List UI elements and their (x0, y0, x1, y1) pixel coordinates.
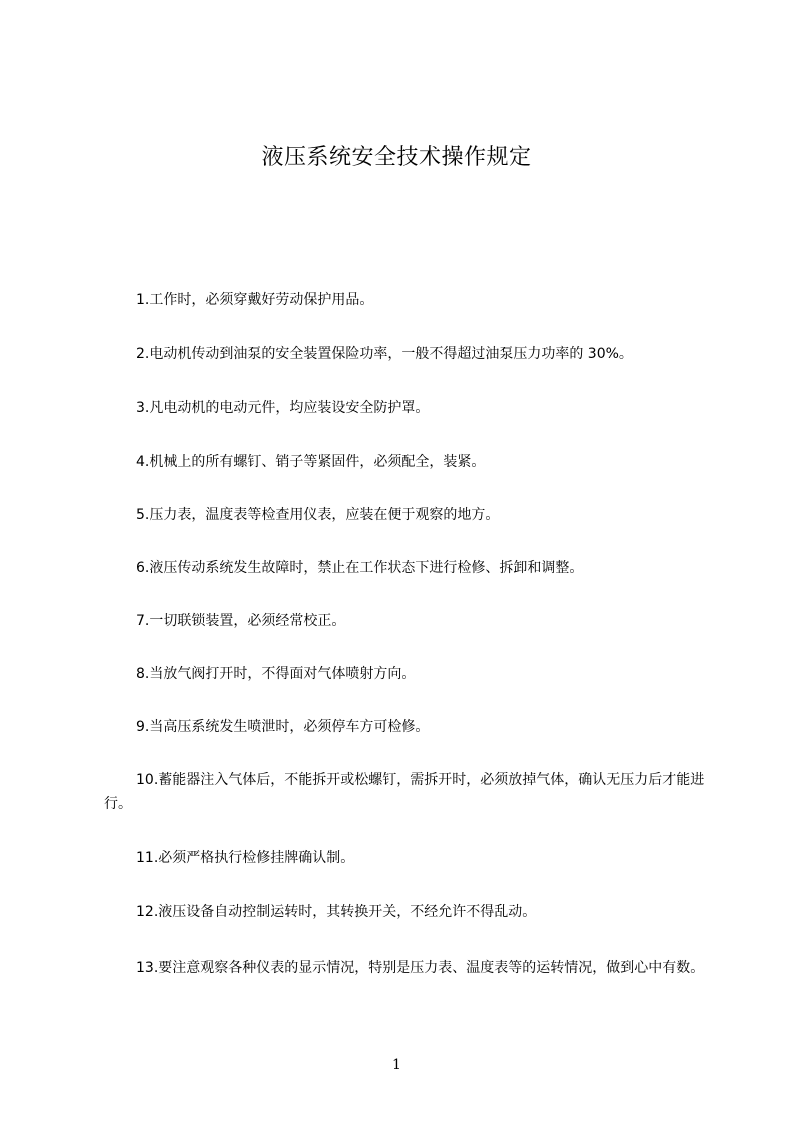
rule-item-12: 12.液压设备自动控制运转时，其转换开关，不经允许不得乱动。 (136, 904, 537, 920)
rule-item-8: 8.当放气阀打开时，不得面对气体喷射方向。 (136, 666, 416, 682)
rule-item-11: 11.必须严格执行检修挂牌确认制。 (136, 850, 355, 866)
rule-item-10: 10.蓄能器注入气体后，不能拆开或松螺钉，需拆开时，必须放掉气体，确认无压力后才能进行。 (104, 772, 705, 812)
rule-item-9: 9.当高压系统发生喷泄时，必须停车方可检修。 (136, 719, 430, 735)
page-number: 1 (392, 1057, 401, 1073)
rule-item-3: 3.凡电动机的电动元件，均应装设安全防护罩。 (136, 400, 430, 416)
rule-item-13: 13.要注意观察各种仪表的显示情况，特别是压力表、温度表等的运转情况，做到心中有数。 (136, 960, 705, 976)
rule-item-5: 5.压力表，温度表等检查用仪表，应装在便于观察的地方。 (136, 507, 500, 523)
rule-item-4: 4.机械上的所有螺钉、销子等紧固件，必须配全，装紧。 (136, 454, 486, 470)
document-title: 液压系统安全技术操作规定 (261, 145, 532, 170)
rule-item-2: 2.电动机传动到油泵的安全装置保险功率，一般不得超过油泵压力功率的 30%。 (136, 346, 633, 362)
rule-item-7: 7.一切联锁装置，必须经常校正。 (136, 613, 346, 629)
rule-item-6: 6.液压传动系统发生故障时，禁止在工作状态下进行检修、拆卸和调整。 (136, 560, 584, 576)
rule-item-1: 1.工作时，必须穿戴好劳动保护用品。 (136, 292, 374, 308)
